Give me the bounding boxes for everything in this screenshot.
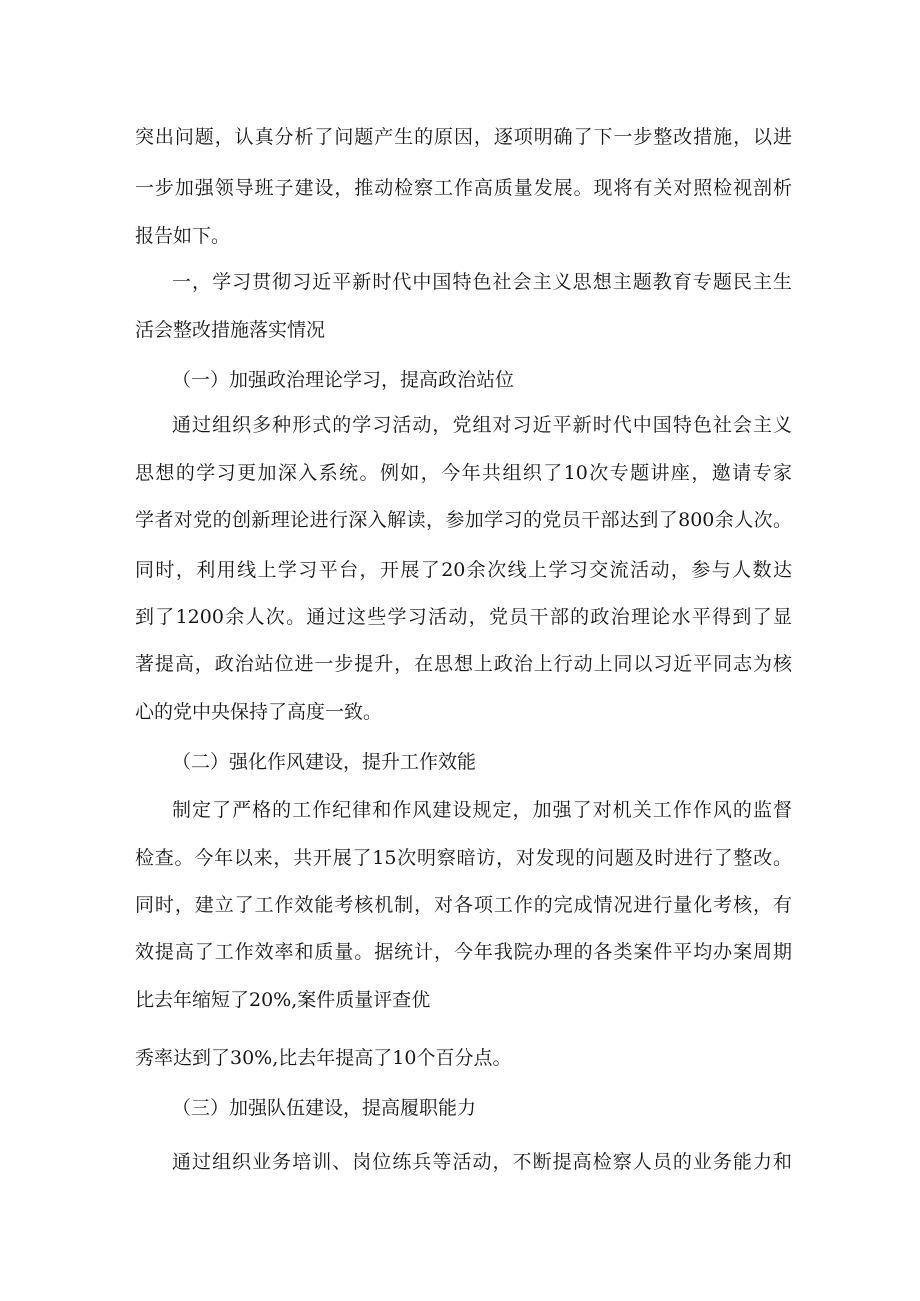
body-line: 效提高了工作效率和质量。据统计，今年我院办理的各类案件平均办案周期 [135,941,792,963]
body-line: 秀率达到了30%,比去年提高了10个百分点。 [135,1047,512,1069]
body-line: 突出问题，认真分析了问题产生的原因，逐项明确了下一步整改措施，以进 [135,126,792,148]
subsection-heading-line: （一）加强政治理论学习，提高政治站位 [172,369,515,391]
section-heading-line: 活会整改措施落实情况 [135,319,326,341]
body-line: 比去年缩短了20%,案件质量评查优 [135,989,431,1011]
body-line: 报告如下。 [135,225,231,247]
subsection-heading-line: （三）加强队伍建设，提高履职能力 [172,1097,477,1119]
body-line: 同时，建立了工作效能考核机制，对各项工作的完成情况进行量化考核，有 [135,894,792,916]
section-heading-line: 一，学习贯彻习近平新时代中国特色社会主义思想主题教育专题民主生 [172,271,792,293]
body-line: 心的党中央保持了高度一致。 [135,701,383,723]
body-line: 同时，利用线上学习平台，开展了20余次线上学习交流活动，参与人数达 [135,559,792,581]
subsection-heading-line: （二）强化作风建设，提升工作效能 [172,751,477,773]
body-line: 到了1200余人次。通过这些学习活动，党员干部的政治理论水平得到了显 [135,606,792,628]
body-line: 检查。今年以来，共开展了15次明察暗访，对发现的问题及时进行了整改。 [135,847,792,869]
body-line: 一步加强领导班子建设，推动检察工作高质量发展。现将有关对照检视剖析 [135,177,792,199]
body-line: 学者对党的创新理论进行深入解读，参加学习的党员干部达到了800余人次。 [135,509,792,531]
body-line: 通过组织多种形式的学习活动，党组对习近平新时代中国特色社会主义 [172,414,792,436]
body-line: 制定了严格的工作纪律和作风建设规定，加强了对机关工作作风的监督 [172,799,792,821]
body-line: 著提高，政治站位进一步提升，在思想上政治上行动上同以习近平同志为核 [135,653,792,675]
body-line: 通过组织业务培训、岗位练兵等活动，不断提高检察人员的业务能力和 [172,1151,792,1173]
body-line: 思想的学习更加深入系统。例如，今年共组织了10次专题讲座，邀请专家 [135,462,792,484]
